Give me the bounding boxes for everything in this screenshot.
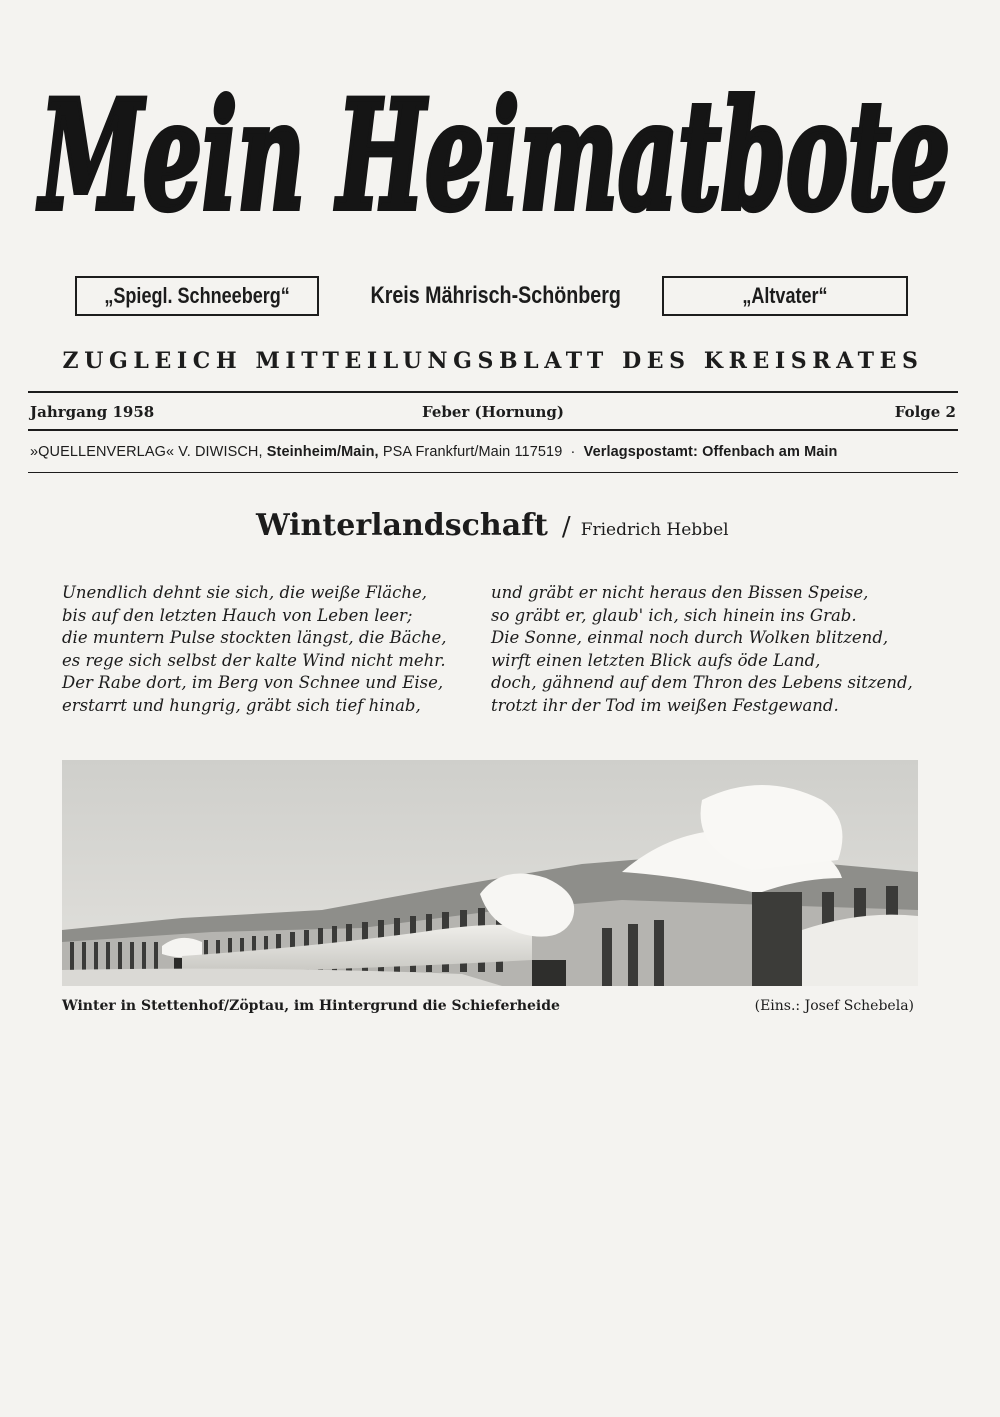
poem-stanza-right (491, 582, 913, 718)
poem-heading (256, 508, 729, 543)
masthead-logo (30, 38, 960, 260)
publisher-location: Steinheim/Main, (266, 444, 379, 460)
publisher-line (30, 444, 960, 460)
poem-line: erstarrt und hungrig, gräbt sich tief hinab, (62, 695, 421, 715)
postamt-value: Offenbach am Main (702, 444, 838, 460)
poem-stanza-left (62, 582, 447, 718)
region-label-schneeberg: „Spiegl. Schneeberg“ (104, 283, 290, 308)
issue-volume: Jahrgang 1958 (30, 403, 155, 421)
postamt-label: Verlagspostamt: (583, 444, 698, 460)
issue-month: Feber (Hornung) (422, 403, 565, 421)
divider-middle (28, 429, 958, 431)
poem-line: so gräbt er, glaub' ich, sich hinein ins Grab. (491, 605, 857, 625)
district-name (343, 282, 643, 310)
divider-bottom (28, 472, 958, 473)
poem-title-separator: / (561, 512, 571, 542)
poem-line: Die Sonne, einmal noch durch Wolken blitzend, (491, 628, 889, 648)
region-box-altvater (662, 276, 908, 316)
poem-line: wirft einen letzten Blick aufs öde Land, (491, 650, 821, 670)
poem-line: doch, gähnend auf dem Thron des Lebens sitzend, (491, 673, 913, 693)
photo-credit: (Eins.: Josef Schebela) (754, 998, 914, 1014)
subtitle: ZUGLEICH MITTEILUNGSBLATT DES KREISRATES (62, 348, 924, 374)
poem-line: Unendlich dehnt sie sich, die weiße Fläche, (62, 583, 427, 602)
publisher-name: »QUELLENVERLAG« V. DIWISCH, (30, 444, 263, 460)
poem-line: bis auf den letzten Hauch von Leben leer; (62, 605, 413, 625)
winter-photo (62, 760, 918, 986)
masthead (30, 38, 960, 260)
divider-top (28, 391, 958, 393)
publisher-separator: · (570, 444, 576, 460)
masthead-title: Mein Heimatbote (36, 68, 950, 244)
publisher-psa: PSA Frankfurt/Main 117519 (382, 444, 563, 460)
poem-title: Winterlandschaft (256, 508, 548, 543)
poem-line: trotzt ihr der Tod im weißen Festgewand. (491, 695, 839, 715)
region-label-altvater: „Altvater“ (742, 283, 828, 308)
winter-fence-image (62, 760, 918, 986)
issue-number: Folge 2 (894, 403, 956, 421)
poem-line: es rege sich selbst der kalte Wind nicht mehr. (62, 650, 446, 670)
poem-line: die muntern Pulse stockten längst, die Bäche, (62, 628, 447, 648)
poem-author: Friedrich Hebbel (580, 520, 729, 540)
photo-caption: Winter in Stettenhof/Zöptau, im Hintergrund die Schieferheide (62, 998, 560, 1014)
poem-line: und gräbt er nicht heraus den Bissen Speise, (491, 583, 869, 602)
poem-line: Der Rabe dort, im Berg von Schnee und Eise, (62, 673, 444, 693)
region-box-schneeberg (75, 276, 319, 316)
district-label: Kreis Mährisch-Schönberg (370, 282, 621, 309)
